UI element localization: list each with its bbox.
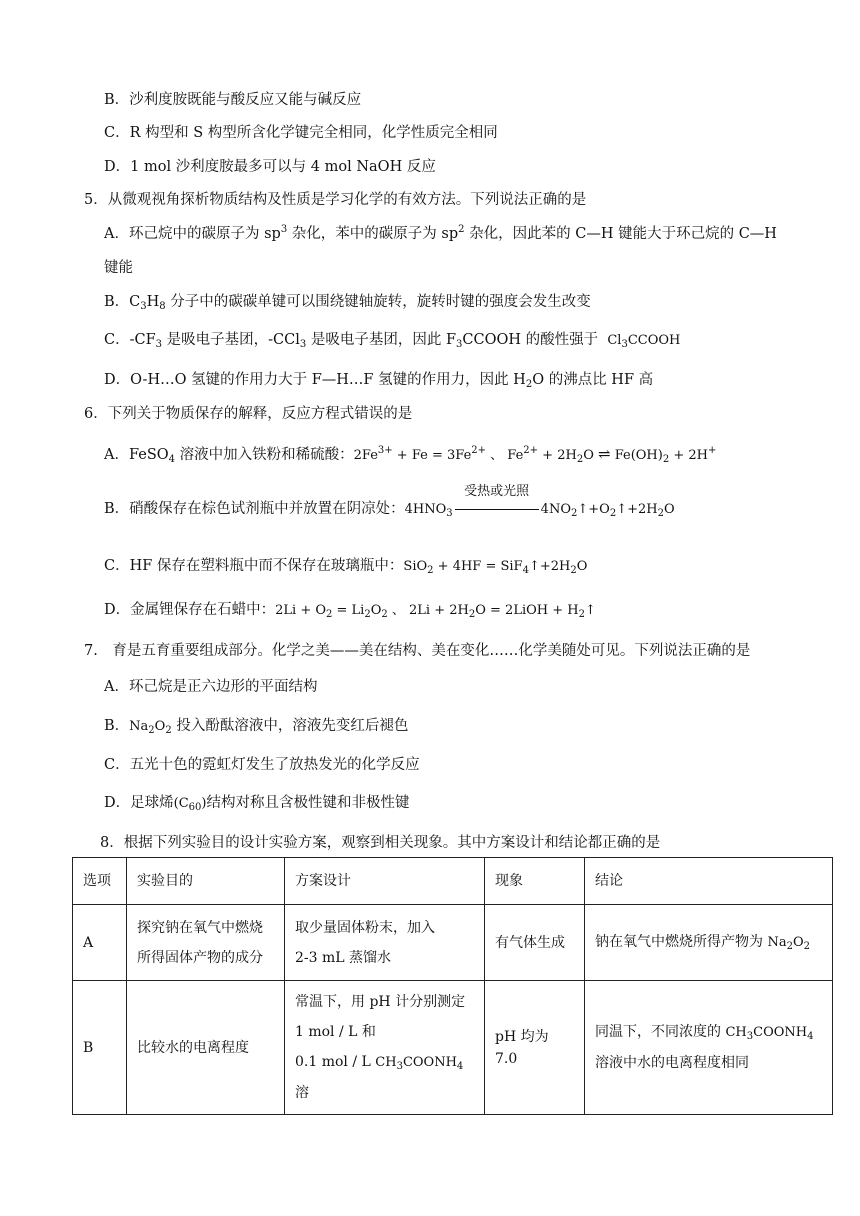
row-b-design-3-text: 0.1 mol / L (295, 1054, 376, 1070)
table-row (73, 981, 833, 1115)
q5-option-b (104, 292, 591, 312)
header-phenomenon: 现象 (485, 858, 585, 905)
row-b-design-3 (295, 1047, 474, 1108)
q6-d-label: D．金属锂保存在石蜡中： (104, 602, 276, 618)
q6-c-equation: $SiO_2 + 4HF = SiF_4↑+2H_2O$ (403, 559, 588, 576)
row-b-conclusion-2: 溶液中水的电离程度相同 (595, 1055, 749, 1071)
row-b-conclusion (585, 981, 833, 1115)
q6-b-equation: $4HNO_3$ 受热或光照 $4NO_2↑+O_2↑+2H_2O$ (404, 484, 675, 519)
q6-option-b (104, 484, 675, 520)
q5-b-text-3: 分子中的碳碳单键可以围绕键轴旋转，旋转时键的强度会发生改变 (165, 294, 591, 310)
q5-c-s3: 3 (456, 339, 463, 350)
header-design: 方案设计 (285, 858, 485, 905)
q5-d-s1: 2 (525, 379, 533, 390)
header-conclusion: 结论 (585, 858, 833, 905)
row-b-design-2: 1 mol / L 和 (295, 1024, 376, 1040)
q5-option-d (104, 370, 653, 390)
q6-option-c (104, 556, 587, 577)
q5-a-sup-1: 3 (280, 224, 288, 235)
experiment-table (72, 857, 833, 1115)
q6-a-label: A． (104, 447, 129, 463)
row-b-design-formula: $CH_3COONH_4$ (375, 1055, 464, 1072)
q5-c-t6: CCOOH (627, 333, 681, 348)
row-a-design (285, 905, 485, 981)
q7-option-d (104, 793, 409, 814)
q6-a-equation: $2Fe^{3+} + Fe = 3Fe^{2+}$ 、 $Fe^{2+} + 2H_2O$ ⇌ $Fe(OH)_2 + 2H^+$ (353, 445, 717, 465)
row-b-design (285, 981, 485, 1115)
q5-stem: 5．从微观视角探析物质结构及性质是学习化学的有效方法。下列说法正确的是 (84, 192, 587, 208)
row-b-option: B (73, 981, 127, 1115)
row-b-conclusion-1 (595, 1017, 822, 1048)
row-a-option: A (73, 905, 127, 981)
row-b-phenomenon: pH 均为 7.0 (485, 981, 585, 1115)
row-b-design-3-tail: 溶 (295, 1085, 309, 1101)
row-a-purpose-1: 探究钠在氧气中燃烧 (137, 919, 263, 936)
row-a-purpose (127, 905, 285, 981)
row-a-conclusion (585, 905, 833, 981)
q7-b-formula: $Na_2O_2$ (129, 719, 172, 736)
q5-d-t1: D．O-H…O 氢键的作用力大于 F—H…F 氢键的作用力，因此 H (104, 372, 526, 388)
q5-option-a-cont: 键能 (104, 260, 133, 276)
q8-stem: 8．根据下列实验目的设计实验方案，观察到相关现象。其中方案设计和结论都正确的是 (100, 835, 661, 851)
q7-stem: 7. 育是五育重要组成部分。化学之美——美在结构、美在变化……化学美随处可见。下列说法正确的是 (84, 643, 751, 659)
q5-a-sup-2: 2 (458, 224, 465, 235)
q5-option-a (104, 224, 777, 244)
q5-a-text-3: 杂化，因此苯的 C—H 键能大于环己烷的 C—H (464, 226, 777, 242)
q6-option-d (104, 600, 596, 621)
row-a-design-2: 2-3 mL 蒸馏水 (295, 949, 392, 966)
row-b-design-1: 常温下，用 pH 计分别测定 (295, 994, 466, 1010)
row-a-conclusion-text: 钠在氧气中燃烧所得产物为 (595, 934, 768, 950)
table-header-row (73, 858, 833, 905)
q7-d-text: 结构对称且含极性键和非极性键 (206, 795, 410, 811)
q5-c-s1: 3 (155, 339, 163, 350)
row-a-purpose-2: 所得固体产物的成分 (137, 949, 263, 966)
q6-c-label: C．HF 保存在塑料瓶中而不保存在玻璃瓶中： (104, 558, 404, 574)
q5-b-sub-2: 8 (159, 301, 166, 312)
q5-c-t3: 是吸电子基团，因此 F (306, 332, 457, 348)
q5-a-text-1: A．环己烷中的碳原子为 sp (104, 226, 281, 242)
q7-option-c: C．五光十色的霓虹灯发生了放热发光的化学反应 (104, 757, 420, 773)
q7-d-formula: $(C_{60})$ (173, 796, 207, 813)
row-b-conclusion-formula: $CH_3COONH_4$ (725, 1025, 814, 1042)
q7-option-a: A．环己烷是正六边形的平面结构 (104, 679, 318, 695)
q6-a-sub: 4 (168, 454, 176, 465)
reaction-condition: 受热或光照 (464, 484, 530, 499)
q6-b-label: B．硝酸保存在棕色试剂瓶中并放置在阴凉处： (104, 501, 405, 517)
q5-b-text-1: B．C (104, 294, 141, 310)
row-b-conclusion-1-text: 同温下，不同浓度的 (595, 1024, 726, 1040)
header-purpose: 实验目的 (127, 858, 285, 905)
q5-c-t2: 是吸电子基团，-CCl (162, 332, 300, 348)
row-a-phenomenon: 有气体生成 (485, 905, 585, 981)
q5-c-t4: CCOOH 的酸性强于 (462, 332, 603, 348)
q7-option-b (104, 716, 408, 737)
table-row (73, 905, 833, 981)
q5-option-c (104, 330, 680, 351)
q5-b-sub-1: 3 (140, 301, 147, 312)
q7-b-label: B． (104, 718, 130, 734)
header-option: 选项 (73, 858, 127, 905)
q6-option-a (104, 444, 716, 466)
q5-c-s4: 3 (621, 339, 628, 350)
row-a-conclusion-formula: $Na_2O_2$ (767, 935, 811, 952)
q5-d-t2: O 的沸点比 HF 高 (532, 372, 654, 388)
q5-a-text-2: 杂化，苯中的碳原子为 sp (287, 226, 459, 242)
q7-b-text: 投入酚酞溶液中，溶液先变红后褪色 (171, 718, 409, 734)
q5-c-t5: Cl (607, 333, 622, 348)
q5-c-t1: C．-CF (104, 332, 156, 348)
q6-a-formula: FeSO (128, 447, 169, 463)
q6-stem: 6．下列关于物质保存的解释，反应方程式错误的是 (84, 406, 413, 422)
row-a-design-1: 取少量固体粉末，加入 (295, 919, 435, 936)
q4-option-c: C．R 构型和 S 构型所含化学键完全相同，化学性质完全相同 (104, 125, 498, 141)
q5-b-text-2: H (146, 294, 160, 310)
reaction-arrow (453, 484, 541, 520)
row-b-purpose: 比较水的电离程度 (127, 981, 285, 1115)
q6-d-equation: $2Li + O_2 = Li_2O_2$ 、 $2Li + 2H_2O$ = 2LiOH + $H_2↑$ (275, 603, 596, 620)
q6-a-text: 溶液中加入铁粉和稀硫酸： (175, 447, 354, 463)
q7-d-label: D．足球烯 (104, 795, 174, 811)
q4-option-b: B．沙利度胺既能与酸反应又能与碱反应 (104, 92, 362, 108)
q4-option-d: D．1 mol 沙利度胺最多可以与 4 mol NaOH 反应 (104, 159, 436, 175)
q5-c-s2: 3 (299, 339, 307, 350)
